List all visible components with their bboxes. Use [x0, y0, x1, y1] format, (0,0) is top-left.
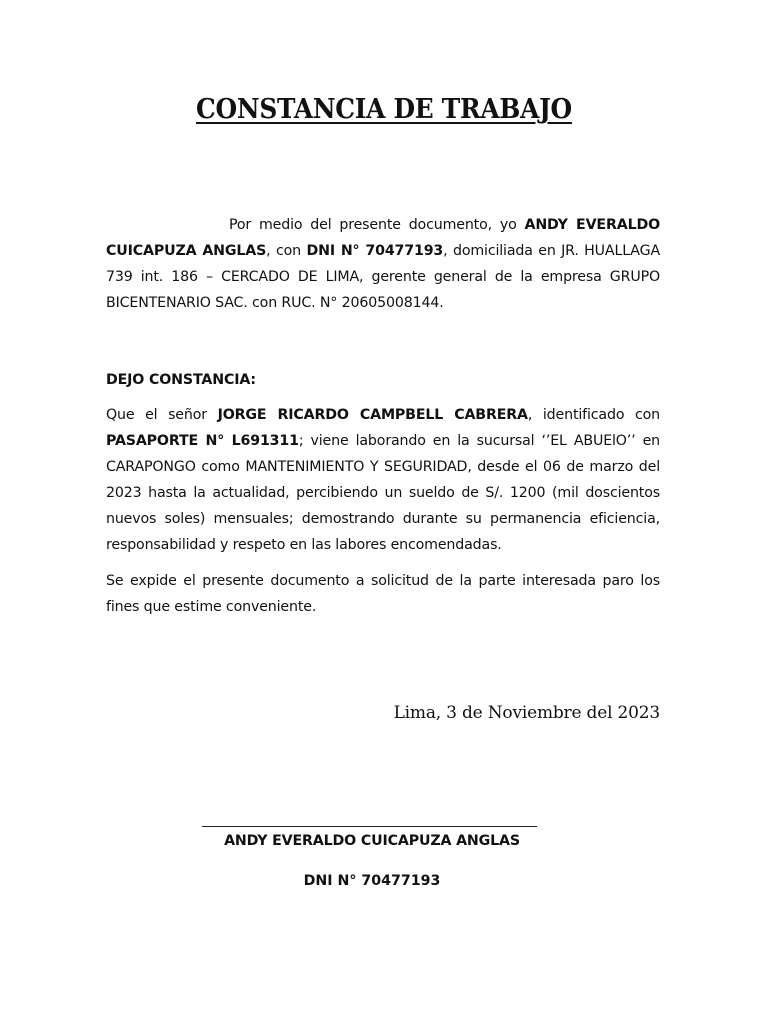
signatory-name: ANDY EVERALDO CUICAPUZA ANGLAS [224, 833, 520, 849]
intro-text-3: , domiciliada en JR. HUALLAGA 739 int. 186 – CERCADO DE LIMA, gerente general de la empresa GRUPO BICENTENARIO SAC. con RUC. N° 20605008144. [106, 243, 661, 311]
employment-paragraph [106, 402, 660, 558]
document-title: CONSTANCIA DE TRABAJO [196, 94, 572, 125]
signatory-dni: DNI N° 70477193 [303, 873, 441, 889]
section-heading: DEJO CONSTANCIA: [106, 372, 256, 388]
issuer-name: ANDY EVERALDO CUICAPUZA ANGLAS [106, 217, 660, 259]
intro-text-2: , con [266, 243, 307, 259]
intro-paragraph [106, 212, 660, 316]
employment-text-2: , identificado con [527, 407, 661, 423]
employee-passport: PASAPORTE N° L691311 [106, 433, 299, 449]
closing-paragraph: Se expide el presente documento a solicitud de la parte interesada paro los fines que estime conveniente. [106, 573, 660, 615]
signature-line [202, 826, 537, 827]
employment-text-3: ; viene laborando en la sucursal ‘’EL ABUElO’’ en CARAPONGO como MANTENIMIENTO Y SEGURIDAD, desde el 06 de marzo del 2023 hasta la actualidad, percibiendo un sueldo de S/. 1200 (mil doscientos nuevos soles) mensuales; demostrando durante su permanencia eficiencia, responsabilidad y respeto en las labores encomendadas. [106, 433, 660, 553]
document-date: Lima, 3 de Noviembre del 2023 [393, 703, 660, 723]
employment-text-1: Que el señor [106, 407, 218, 423]
employee-name: JORGE RICARDO CAMPBELL CABRERA [217, 407, 528, 423]
issuer-dni: DNI N° 70477193 [306, 243, 444, 259]
intro-text-1: Por medio del presente documento, yo [229, 217, 525, 233]
